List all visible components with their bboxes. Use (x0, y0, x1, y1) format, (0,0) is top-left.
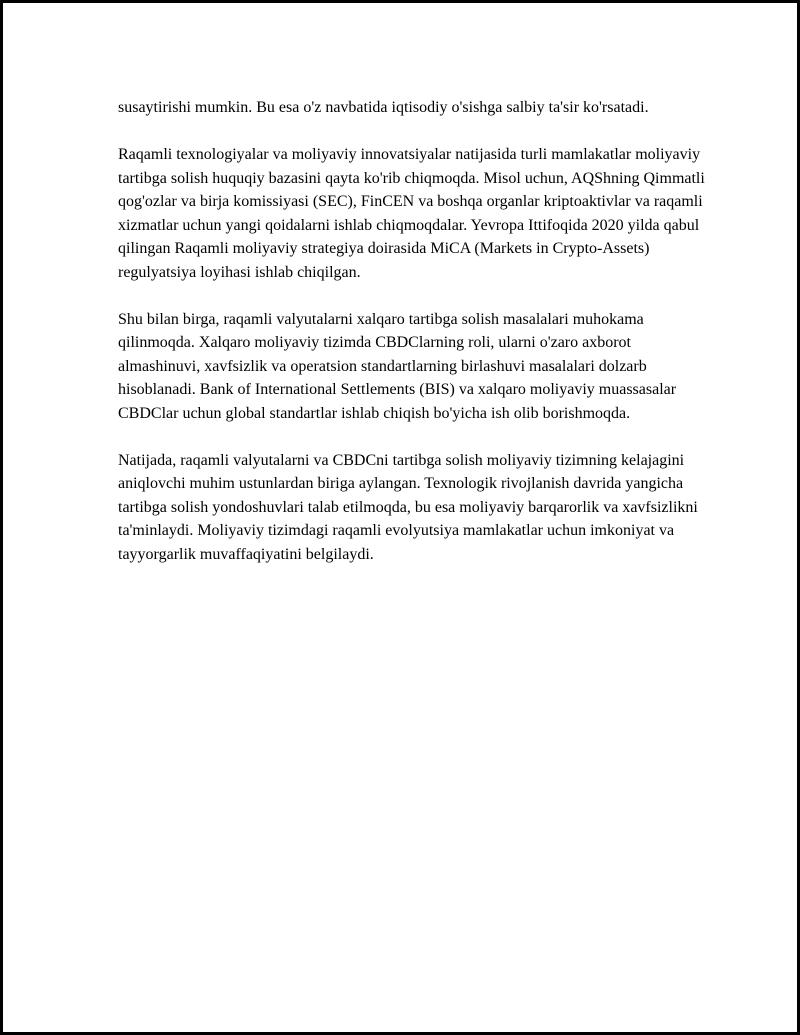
paragraph-continuation: susaytirishi mumkin. Bu esa o'z navbatida iqtisodiy o'sishga salbiy ta'sir ko'rsatadi. (118, 99, 649, 116)
paragraph-regulation-frameworks: Raqamli texnologiyalar va moliyaviy innovatsiyalar natijasida turli mamlakatlar moliyaviy tartibga solish huquqiy bazasini qayta ko'rib chiqmoqda. Misol uchun, AQShning Qimmatli qog'ozlar va birja komissiyasi (SEC), FinCEN va boshqa organlar kriptoaktivlar va raqamli xizmatlar uchun yangi qoidalarni ishlab chiqmoqdalar. Yevropa Ittifoqida 2020 yilda qabul qilingan Raqamli moliyaviy strategiya doirasida MiCA (Markets in Crypto-Assets) regulyatsiya loyihasi ishlab chiqilgan. (118, 146, 705, 281)
page-body (118, 96, 708, 590)
paragraph-conclusion: Natijada, raqamli valyutalarni va CBDCni tartibga solish moliyaviy tizimning kelajagini aniqlovchi muhim ustunlardan biriga aylangan. Texnologik rivojlanish davrida yangicha tartibga solish yondoshuvlari talab etilmoqda, bu esa moliyaviy barqarorlik va xavfsizlikni ta'minlaydi. Moliyaviy tizimdagi raqamli evolyutsiya mamlakatlar uchun imkoniyat va tayyorgarlik muvaffaqiyatini belgilaydi. (118, 451, 698, 563)
paragraph-international-regulation: Shu bilan birga, raqamli valyutalarni xalqaro tartibga solish masalalari muhokama qilinmoqda. Xalqaro moliyaviy tizimda CBDClarning roli, ularni o'zaro axborot almashinuvi, xavfsizlik va operatsion standartlarning birlashuvi masalalari dolzarb hisoblanadi. Bank of International Settlements (BIS) va xalqaro moliyaviy muassasalar CBDClar uchun global standartlar ishlab chiqish bo'yicha ish olib borishmoqda. (118, 310, 677, 422)
